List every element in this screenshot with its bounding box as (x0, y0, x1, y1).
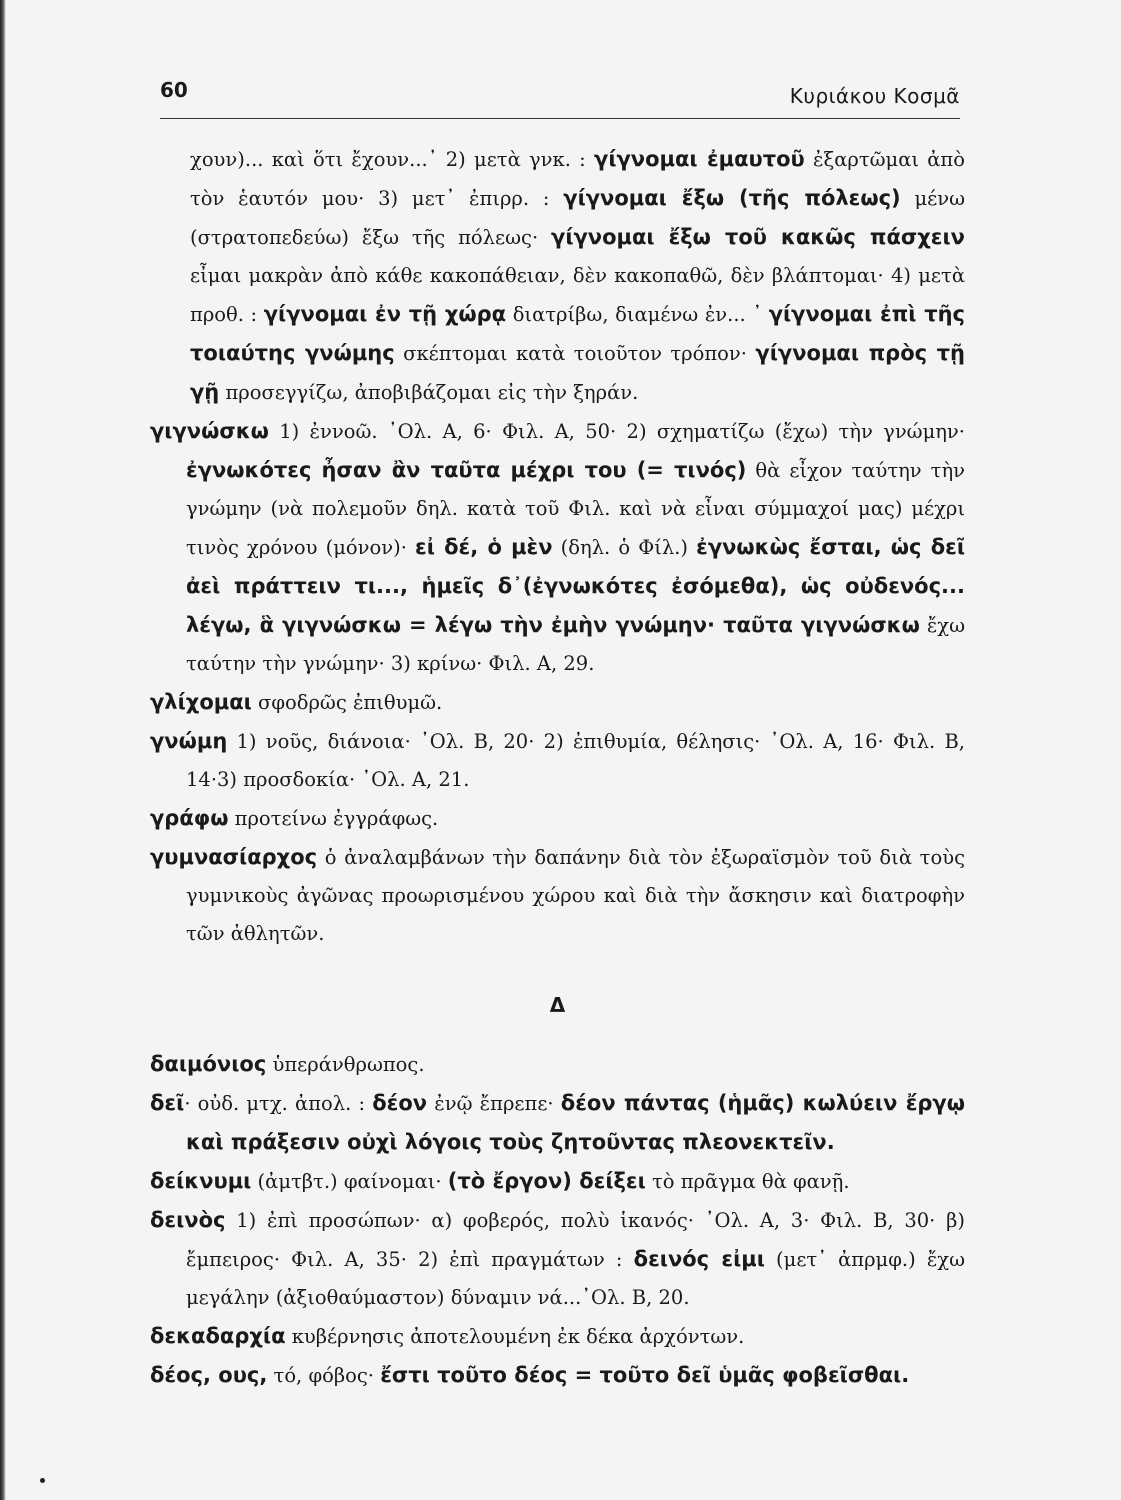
entry-bold-text: δέος, ους, (150, 1363, 268, 1387)
entry-bold-text: γίγνομαι ἐπὶ τῆς τοιαύτης γνώμης (190, 302, 965, 365)
entry-bold-text: δεῖ (150, 1091, 185, 1115)
dictionary-entry (150, 1162, 965, 1201)
entry-definition-text: ἐξαρτῶμαι ἀπὸ τὸν ἑαυτόν μου· 3) μετ᾽ ἐπιρρ. : (190, 148, 965, 210)
page-edge (0, 0, 6, 1500)
entry-definition-text: κυβέρνησις ἀποτελουμένη ἐκ δέκα ἀρχόντων. (285, 1325, 745, 1348)
entry-definition-text: ἔχω ταύτην τὴν γνώμην· 3) κρίνω· Φιλ. Α, 29. (186, 614, 965, 675)
entry-bold-text: ἐγνωκότες ἦσαν ἂν ταῦτα μέχρι του (= τινός) (186, 458, 747, 482)
entry-definition-text: 1) ἐννοῶ. ᾽Ολ. Α, 6· Φιλ. Α, 50· 2) σχηματίζω (ἔχω) τὴν γνώμην· (268, 420, 965, 443)
running-head: Κυριάκου Κοσμᾶ (789, 84, 960, 108)
header-rule (160, 118, 960, 119)
entry-definition-text: (δηλ. ὁ Φίλ.) (552, 536, 697, 559)
dictionary-entry (150, 412, 965, 683)
dictionary-entry (150, 1201, 965, 1317)
entry-bold-text: γράφω (150, 806, 229, 830)
entry-definition-text: τὸ πρᾶγμα θὰ φανῇ. (645, 1170, 850, 1193)
entry-bold-text: γίγνομαι ἐν τῇ χώρᾳ (263, 302, 507, 326)
dictionary-entry (150, 1084, 965, 1162)
dictionary-entry (150, 1045, 965, 1084)
entry-bold-text: δαιμόνιος (150, 1052, 267, 1076)
dictionary-body (150, 140, 965, 1395)
entry-definition-text: τό, φόβος· (267, 1364, 381, 1387)
entry-bold-text: γίγνομαι πρὸς τῇ γῇ (190, 341, 965, 404)
dictionary-entry (150, 1317, 965, 1356)
entry-bold-text: ἐγνωκὼς ἔσται, ὡς δεῖ ἀεὶ πράττειν τι..., ἡμεῖς δ᾽(ἐγνωκότες ἐσόμεθα), ὡς οὐδενός... λέγω, ἃ γιγνώσκω = λέγω τὴν ἐμὴν γνώμην· ταῦτα γιγνώσκω (186, 535, 965, 637)
entry-definition-text: χουν)... καὶ ὅτι ἔχουν...᾽ 2) μετὰ γνκ. : (190, 148, 595, 171)
entry-definition-text: σκέπτομαι κατὰ τοιοῦτον τρόπον· (394, 342, 756, 365)
entry-definition-text: προτείνω ἐγγράφως. (228, 807, 439, 830)
entry-bold-text: δείκνυμι (150, 1169, 252, 1193)
dictionary-entry (150, 683, 965, 722)
entry-definition-text: ὁ ἀναλαμβάνων τὴν δαπάνην διὰ τὸν ἐξωραϊσμὸν τοῦ διὰ τοὺς γυμνικοὺς ἀγῶνας προωρισμένου χώρου καὶ διὰ τὴν ἄσκησιν καὶ διατροφὴν τῶν ἀθλητῶν. (186, 846, 965, 945)
entry-bold-text: δεκαδαρχία (150, 1324, 286, 1348)
dictionary-entry (150, 838, 965, 953)
entry-definition-text: θὰ εἶχον ταύτην τὴν γνώμην (νὰ πολεμοῦν δηλ. κατὰ τοῦ Φιλ. καὶ νὰ εἶναι σύμμαχοί μας) μέχρι τινὸς χρόνου (μόνον)· (186, 459, 965, 559)
entry-definition-text: ὑπεράνθρωπος. (266, 1053, 425, 1076)
page-number: 60 (160, 78, 188, 102)
entry-bold-text: γίγνομαι ἐμαυτοῦ (594, 147, 805, 171)
entry-definition-text: προσεγγίζω, ἀποβιβάζομαι εἰς τὴν ξηράν. (219, 381, 639, 404)
entry-bold-text: γυμνασίαρχος (150, 845, 318, 869)
entries-delta (150, 1045, 965, 1395)
entry-definition-text: σφοδρῶς ἐπιθυμῶ. (251, 691, 443, 714)
entry-definition-text: 1) νοῦς, διάνοια· ᾽Ολ. Β, 20· 2) ἐπιθυμία, θέλησις· ᾽Ολ. Α, 16· Φιλ. Β, 14·3) προσδοκία· ᾽Ολ. Α, 21. (186, 730, 965, 791)
entry-bold-text: δεινὸς (150, 1208, 226, 1232)
entry-bold-text: γλίχομαι (150, 690, 252, 714)
entry-bold-text: δέον πάντας (ἡμᾶς) κωλύειν ἔργῳ καὶ πράξεσιν οὐχὶ λόγοις τοὺς ζητοῦντας πλεονεκτεῖν. (186, 1091, 965, 1154)
entry-definition-text: (μετ᾽ ἀπρμφ.) ἔχω μεγάλην (ἀξιοθαύμαστον) δύναμιν νά...᾽Ολ. Β, 20. (186, 1248, 965, 1309)
entries-gamma (150, 140, 965, 953)
dictionary-entry (150, 722, 965, 799)
entry-bold-text: δέον (372, 1091, 428, 1115)
entry-bold-text: γνώμη (150, 729, 228, 753)
entry-definition-text: διατρίβω, διαμένω ἐν... ᾽ (506, 303, 769, 326)
section-letter: Δ (549, 993, 566, 1017)
entry-definition-text: ἐνῷ ἔπρεπε· (427, 1092, 561, 1115)
dictionary-entry (150, 1356, 965, 1395)
entry-bold-text: γίγνομαι ἔξω (τῆς πόλεως) (563, 186, 901, 210)
dictionary-entry (150, 799, 965, 838)
entry-definition-text: 1) ἐπὶ προσώπων· α) φοβερός, πολὺ ἱκανός· ᾽Ολ. Α, 3· Φιλ. Β, 30· β) ἔμπειρος· Φιλ. Α, 35· 2) ἐπὶ πραγμάτων : (186, 1209, 965, 1271)
entry-bold-text: εἰ δέ, ὁ μὲν (415, 535, 553, 559)
dictionary-entry (150, 140, 965, 412)
entry-definition-text: · οὐδ. μτχ. ἀπολ. : (184, 1092, 373, 1115)
entry-definition-text: εἶμαι μακρὰν ἀπὸ κάθε κακοπάθειαν, δὲν κακοπαθῶ, δὲν βλάπτομαι· 4) μετὰ προθ. : (190, 264, 965, 326)
entry-bold-text: γίγνομαι ἔξω τοῦ κακῶς πάσχειν (551, 225, 965, 249)
margin-dot (40, 1478, 45, 1483)
entry-bold-text: (τὸ ἔργον) δείξει (447, 1169, 646, 1193)
page-header (160, 74, 960, 114)
entry-definition-text: (ἀμτβτ.) φαίνομαι· (251, 1170, 448, 1193)
entry-bold-text: ἔστι τοῦτο δέος = τοῦτο δεῖ ὑμᾶς φοβεῖσθαι. (380, 1363, 910, 1387)
entry-bold-text: δεινός εἰμι (633, 1247, 765, 1271)
entry-bold-text: γιγνώσκω (150, 419, 269, 443)
entry-definition-text: μένω (στρατοπεδεύω) ἔξω τῆς πόλεως· (190, 187, 965, 249)
